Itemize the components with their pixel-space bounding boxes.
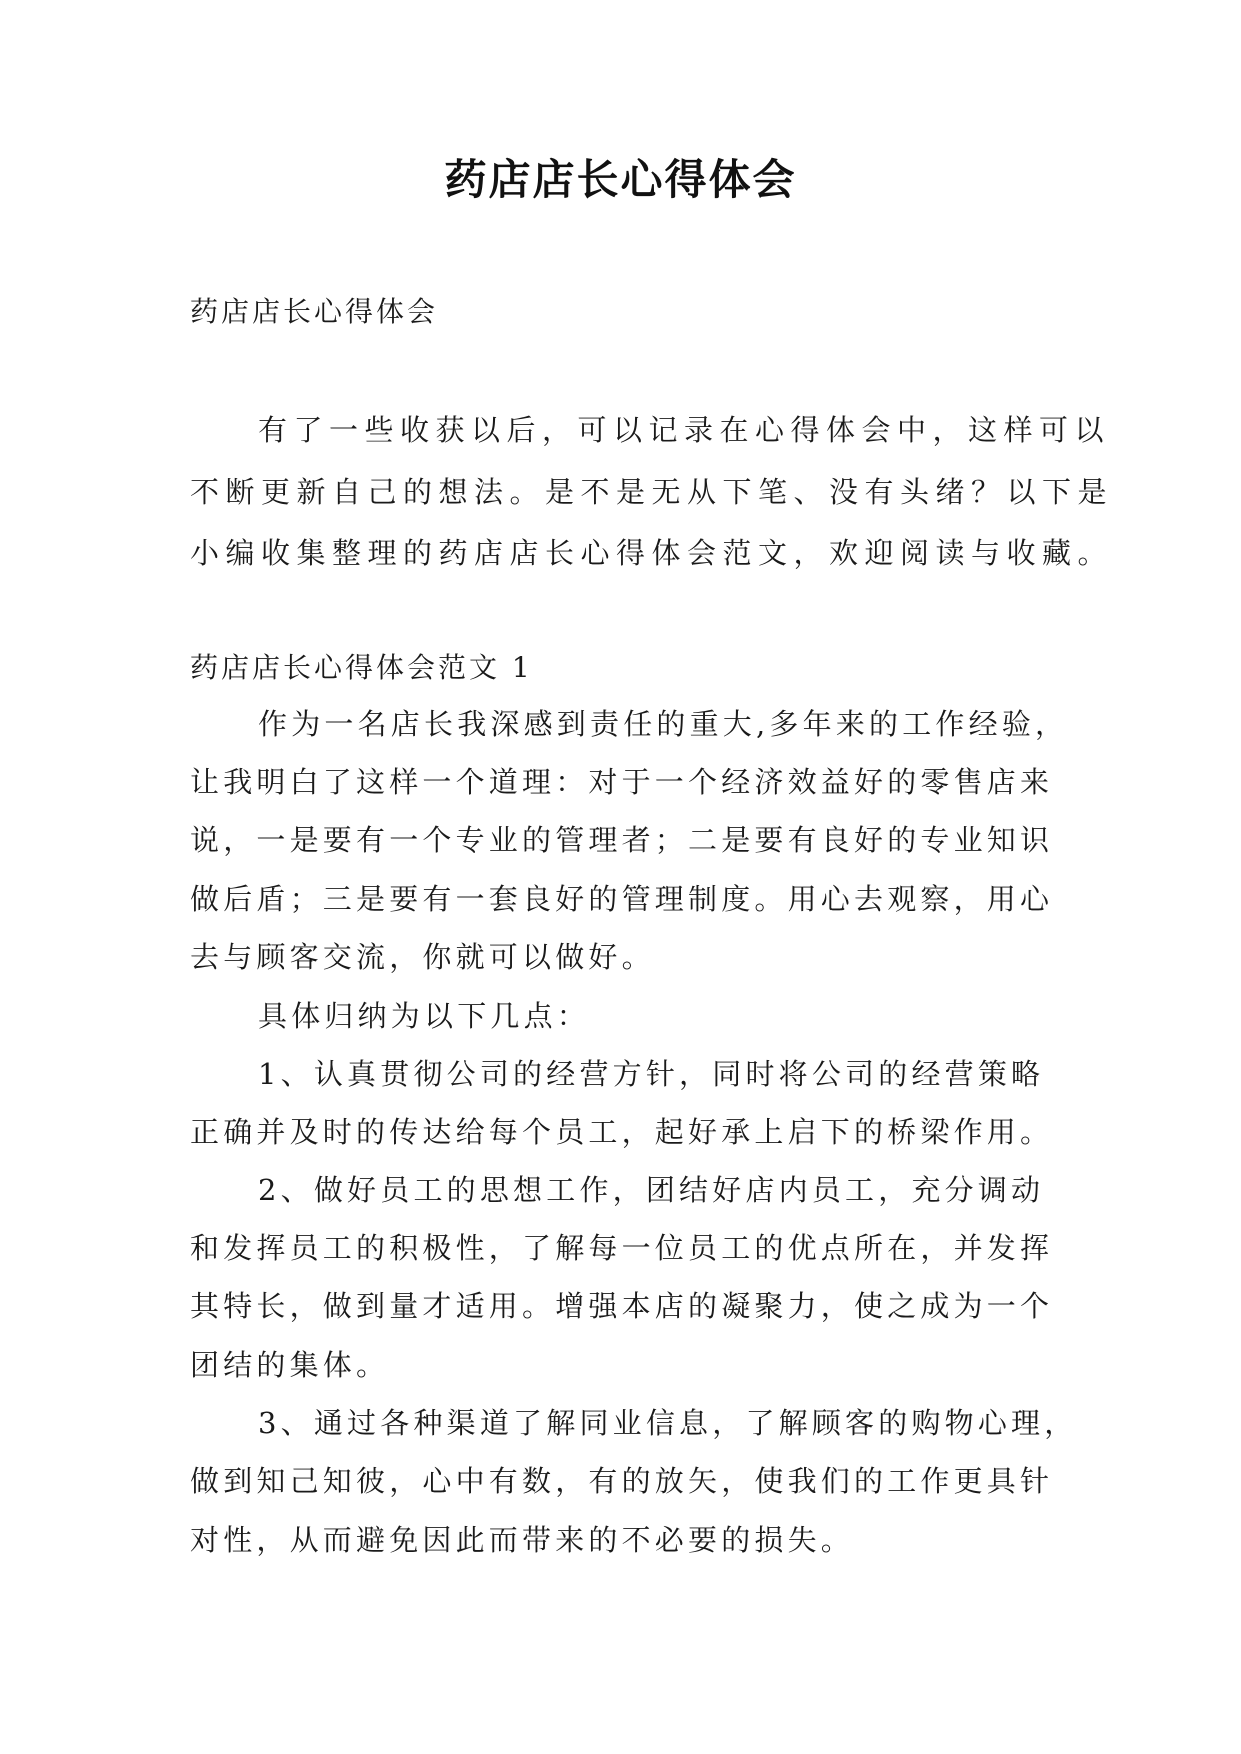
paragraph-line: 和发挥员工的积极性，了解每一位员工的优点所在，并发挥	[190, 1231, 1054, 1265]
paragraph-line: 做到知己知彼，心中有数，有的放矢，使我们的工作更具针	[190, 1464, 1054, 1498]
paragraph-line: 其特长，做到量才适用。增强本店的凝聚力，使之成为一个	[190, 1289, 1054, 1323]
document-subtitle: 药店店长心得体会	[190, 295, 439, 328]
paragraph-line: 对性，从而避免因此而带来的不必要的损失。	[190, 1523, 855, 1557]
paragraph-line: 去与顾客交流，你就可以做好。	[190, 940, 655, 974]
paragraph-line: 让我明白了这样一个道理：对于一个经济效益好的零售店来	[190, 765, 1054, 799]
paragraph-line: 1、认真贯彻公司的经营方针，同时将公司的经营策略	[258, 1057, 1045, 1091]
paragraph-line: 正确并及时的传达给每个员工，起好承上启下的桥梁作用。	[190, 1115, 1054, 1149]
intro-line: 有了一些收获以后，可以记录在心得体会中，这样可以	[258, 413, 1111, 447]
paragraph-line: 2、做好员工的思想工作，团结好店内员工，充分调动	[258, 1173, 1045, 1207]
paragraph-line: 团结的集体。	[190, 1348, 390, 1382]
paragraph-line: 做后盾；三是要有一套良好的管理制度。用心去观察，用心	[190, 882, 1054, 916]
paragraph-line: 3、通过各种渠道了解同业信息，了解顾客的购物心理，	[258, 1406, 1078, 1440]
paragraph-line: 具体归纳为以下几点：	[258, 999, 591, 1033]
intro-line: 不断更新自己的想法。是不是无从下笔、没有头绪？以下是	[190, 475, 1114, 509]
paragraph-line: 说，一是要有一个专业的管理者；二是要有良好的专业知识	[190, 823, 1054, 857]
intro-line: 小编收集整理的药店店长心得体会范文，欢迎阅读与收藏。	[190, 536, 1114, 570]
section-heading: 药店店长心得体会范文 1	[190, 651, 533, 684]
document-title: 药店店长心得体会	[444, 155, 797, 204]
paragraph-line: 作为一名店长我深感到责任的重大,多年来的工作经验，	[258, 707, 1069, 741]
